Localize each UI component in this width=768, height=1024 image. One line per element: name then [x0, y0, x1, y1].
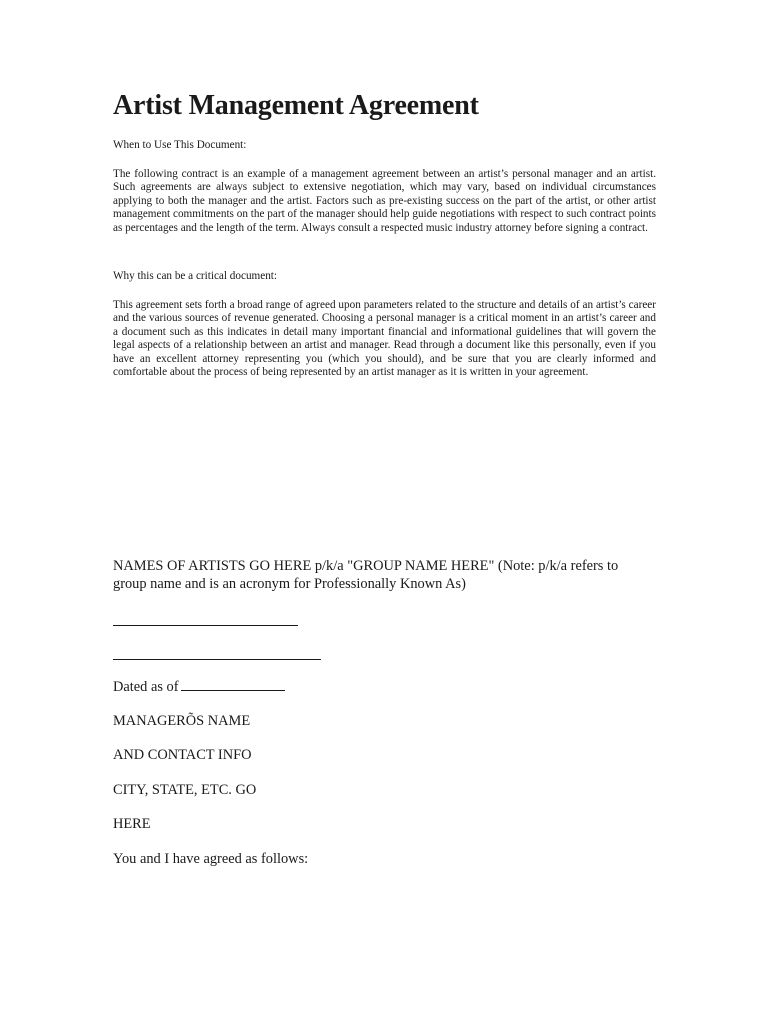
date-blank: [181, 678, 285, 691]
manager-name: MANAGERÕS NAME: [113, 713, 251, 729]
when-to-use-heading: When to Use This Document:: [113, 139, 247, 151]
agreed-text: You and I have agreed as follows:: [113, 851, 309, 867]
signature-line-1: [113, 625, 298, 626]
signature-line-2: [113, 659, 321, 660]
dated-line: [113, 678, 285, 696]
when-to-use-body: The following contract is an example of a management agreement between an artist’s personal manager and an artist. Such agreements are always subject to extensive negotiation, which may vary, based on individual circumstances applying to both the manager and the artist. Factors such as pre-existing success on the part of the artist, or other artist management commitments on the part of the manager should help guide negotiations with respect to such contract points as percentages and the length of the term. Always consult a respected music industry attorney before signing a contract.: [113, 168, 656, 234]
critical-body: This agreement sets forth a broad range of agreed upon parameters related to the structure and details of an artist’s career and the various sources of revenue generated. Choosing a personal manager is a critical moment in an artist’s career and a document such as this indicates in detail many important financial and informational guidelines that will govern the legal aspects of a relationship between an artist and manager. Read through a document like this personally, even if you have an excellent attorney representing you (which you should), and be sure that you are clearly informed and comfortable about the process of being represented by an artist manager as it is written in your agreement.: [113, 299, 656, 379]
city-state: CITY, STATE, ETC. GO: [113, 782, 257, 798]
contact-info: AND CONTACT INFO: [113, 747, 252, 763]
critical-heading: Why this can be a critical document:: [113, 270, 278, 282]
dated-label: Dated as of: [113, 679, 179, 695]
artists-names-note: NAMES OF ARTISTS GO HERE p/k/a "GROUP NAME HERE" (Note: p/k/a refers to group name and is an acronym for Professionally Known As): [113, 558, 619, 592]
document-title: Artist Management Agreement: [113, 90, 479, 121]
here-text: HERE: [113, 816, 151, 832]
